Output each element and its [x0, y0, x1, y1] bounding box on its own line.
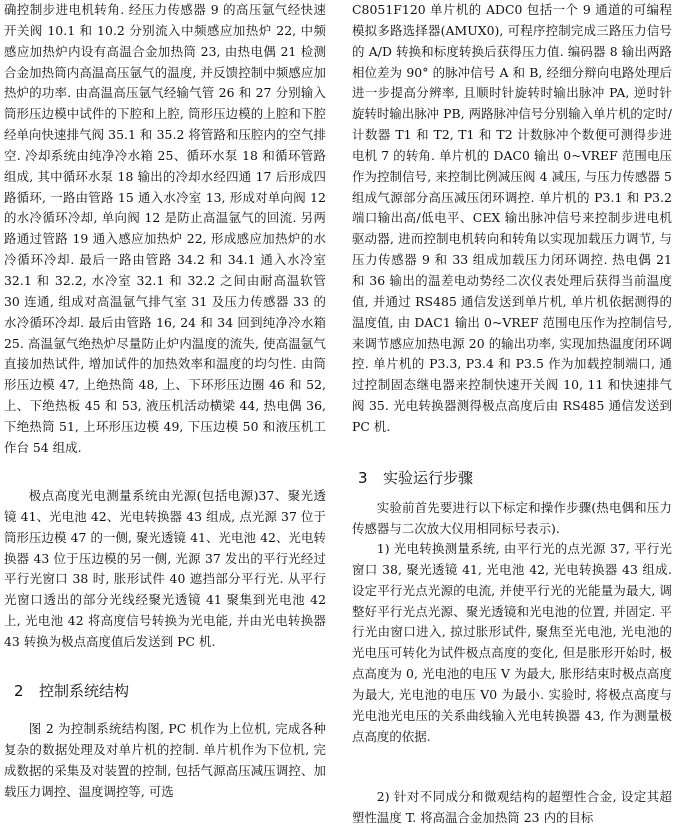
left-column [4, 0, 326, 459]
section-heading-3 [358, 468, 473, 488]
section-number: 3 [358, 469, 368, 487]
right-column [352, 0, 672, 438]
right-paragraph-1: C8051F120 单片机的 ADC0 包括一个 9 通道的可编程模拟多路选择器(AMUX0), 可程序控制完成三路压力信号的 A/D 转换和标度转换后获得压力值. 编码器 8 输出两路相位差为 90° 的脉冲信号 A 和 B, 经细分辩向电路处理后进一步提高分辨率, 且顺时针旋转时输出脉冲 PA, 逆时针旋转时输出脉冲 PB, 两路脉冲信号分别输入单片机的定时/计数器 T1 和 T2, T1 和 T2 计数脉冲个数便可测得步进电机 7 的转角. 单片机的 DAC0 输出 0~VREF 范围电压作为控制信号, 来控制比例减压阀 4 减压, 与压力传感器 5 组成气源部分高压减压闭环调控. 单片机的 P3.1 和 P3.2 端口输出高/低电平、CEX 输出脉冲信号来控制步进电机驱动器, 进而控制电机转向和转角以实现加载压力调节, 与压力传感器 9 和 33 组成加载压力闭环调控. 热电偶 21 和 36 输出的温差电动势经二次仪表处理后获得当前温度值, 并通过 RS485 通信发送到单片机, 单片机依据测得的温度值, 由 DAC1 输出 0~VREF 范围电压作为控制信号, 来调节感应加热电源 20 的输出功率, 实现加热温度闭环调控. 单片机的 P3.3, P3.4 和 P3.5 作为加载控制端口, 通过控制固态继电器来控制快速开关阀 10, 11 和快速排气阀 35. 光电转换器测得极点高度后由 RS485 通信发送到 PC 机. [352, 2, 672, 434]
right-paragraph-3: 1) 光电转换测量系统, 由平行光的点光源 37, 平行光窗口 38, 聚光透镜 41, 光电池 42, 光电转换器 43 组成. 设定平行光点光源的电流, 并使平行光的光能量为最大, 调整好平行光点光源、聚光透镜和光电池的位置, 并固定. 平行光由窗口进入, 掠过胀形试件, 聚焦至光电池, 光电池的光电压可转化为试件极点高度的变化, 但是胀形开始时, 极点高度为 0, 光电池的电压 V 为最大, 胀形结束时极点高度为最大, 光电池的电压 V0 为最小. 实验时, 将极点高度与光电池光电压的关系曲线输入光电转换器 43, 作为测量极点高度的依据. [352, 541, 672, 744]
section-title: 实验运行步骤 [383, 469, 474, 487]
left-paragraph-2: 极点高度光电测量系统由光源(包括电源)37、聚光透镜 41、光电池 42、光电转换器 43 组成, 点光源 37 位于筒形压边模 47 的一侧, 聚光透镜 41、光电池 42、光电转换器 43 位于压边模的另一侧, 光源 37 发出的平行光经过平行光窗口 38 时, 胀形试件 40 遮挡部分平行光. 从平行光窗口透出的部分光线经聚光透镜 41 聚集到光电池 42 上, 光电池 42 将高度信号转换为光电能, 并由光电转换器 43 转换为极点高度值后发送到 PC 机. [4, 488, 326, 649]
left-paragraph-3: 图 2 为控制系统结构图, PC 机作为上位机, 完成各种复杂的数据处理及对单片机的控制. 单片机作为下位机, 完成数据的采集及对装置的控制, 包括气源高压减压调控、加载压力调控、温度调控等, 可选 [4, 721, 326, 799]
section-heading-2 [14, 681, 129, 701]
right-paragraph-2: 实验前首先要进行以下标定和操作步骤(热电偶和压力传感器与二次放大仪用相同标号表示). [352, 500, 672, 536]
section-number: 2 [14, 682, 24, 700]
section-title: 控制系统结构 [39, 682, 130, 700]
left-paragraph-1: 确控制步进电机转角. 经压力传感器 9 的高压氩气经快速开关阀 10.1 和 10.2 分别流入中频感应加热炉 22, 中频感应加热炉内设有高温合金加热筒 23, 由热电偶 21 检测合金加热筒内高温高压氩气的温度, 并反馈控制中频感应加热炉的功率. 由高温高压氩气经输气管 26 和 27 分别输入筒形压边模中试件的下腔和上腔, 筒形压边模的上腔和下腔经单向快速排气阀 35.1 和 35.2 将管路和压腔内的空气排空. 冷却系统由纯净冷水箱 25、循环水泵 18 和循环管路组成, 其中循环水泵 18 输出的冷却水经四通 17 后形成四路循环, 一路由管路 15 通入水冷室 13, 形成对单向阀 12 的水冷循环冷却, 单向阀 12 是防止高温氩气的回流. 另两路通过管路 19 通入感应加热炉 22, 形成感应加热炉的水冷循环冷却. 最后一路由管路 34.2 和 34.1 通入水冷室 32.1 和 32.2, 水冷室 32.1 和 32.2 之间由耐高温软管 30 连通, 组成对高温氩气排气室 31 及压力传感器 33 的水冷循环冷却. 最后由管路 16, 24 和 34 回到纯净冷水箱 25. 高温氩气绝热炉尽量防止炉内温度的流失, 使高温氩气直接加热试件, 增加试件的加热效率和温度的均匀性. 由筒形压边模 47, 上绝热筒 48, 上、下环形压边圈 46 和 52, 上、下绝热板 45 和 53, 液压机活动横梁 44, 热电偶 36, 下绝热筒 51, 上环形压边模 49, 下压边模 50 和液压机工作台 54 组成. [4, 2, 326, 455]
right-paragraph-4: 2) 针对不同成分和微观结构的超塑性合金, 设定其超塑性温度 T. 将高温合金加热筒 23 内的目标 [352, 789, 672, 825]
